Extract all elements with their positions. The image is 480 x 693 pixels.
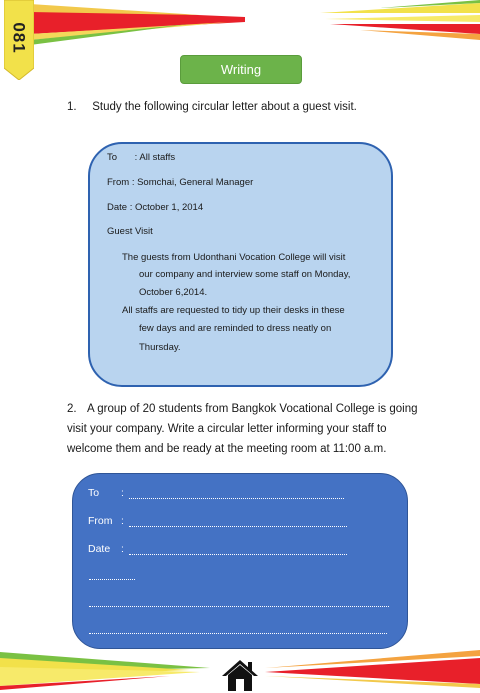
letter-to-row xyxy=(107,152,175,163)
section-title: Writing xyxy=(180,55,302,84)
form-body-line-2[interactable] xyxy=(89,633,387,634)
question-2-line: A group of 20 students from Bangkok Vocational College is going xyxy=(87,403,418,415)
letter-date-row xyxy=(107,202,203,213)
letter-date-value: : October 1, 2014 xyxy=(129,202,204,213)
question-1 xyxy=(67,97,357,117)
form-from-field[interactable] xyxy=(129,526,347,527)
letter-subject: Guest Visit xyxy=(107,226,153,237)
letter-body-line: our company and interview some staff on Monday, xyxy=(139,269,351,280)
page-number: 081 xyxy=(10,22,29,54)
question-2-line: visit your company. Write a circular letter informing your staff to xyxy=(67,423,387,435)
question-1-number: 1. xyxy=(67,101,77,113)
question-2-number: 2. xyxy=(67,403,77,415)
question-2-line: welcome them and be ready at the meeting room at 11:00 a.m. xyxy=(67,443,387,455)
form-date-field[interactable] xyxy=(129,554,347,555)
question-1-text: Study the following circular letter about a guest visit. xyxy=(92,101,357,113)
form-subject-field[interactable] xyxy=(89,579,135,580)
letter-date-label: Date xyxy=(107,202,128,213)
letter-body-line: October 6,2014. xyxy=(139,287,208,298)
question-2 xyxy=(67,399,418,419)
answer-form-box xyxy=(72,473,408,649)
letter-to-label: To xyxy=(107,152,118,163)
form-from-label: From xyxy=(88,515,113,527)
letter-body-line: few days and are reminded to dress neatly on xyxy=(139,323,332,334)
letter-to-value: : All staffs xyxy=(134,152,176,163)
form-to-label: To xyxy=(88,487,100,499)
letter-from-row xyxy=(107,177,253,188)
letter-from-value: : Somchai, General Manager xyxy=(131,177,254,188)
letter-body-line: The guests from Udonthani Vocation College will visit xyxy=(122,252,346,263)
form-date-label: Date xyxy=(88,543,111,555)
form-separator: : xyxy=(121,487,124,499)
form-to-field[interactable] xyxy=(129,498,344,499)
sample-letter-box xyxy=(88,142,393,387)
form-separator: : xyxy=(121,543,124,555)
letter-body-line: All staffs are requested to tidy up their desks in these xyxy=(122,305,345,316)
form-separator: : xyxy=(121,515,124,527)
form-body-line-1[interactable] xyxy=(89,606,389,607)
home-icon[interactable] xyxy=(220,658,260,692)
letter-from-label: From xyxy=(107,177,130,188)
letter-body-line: Thursday. xyxy=(139,342,181,353)
